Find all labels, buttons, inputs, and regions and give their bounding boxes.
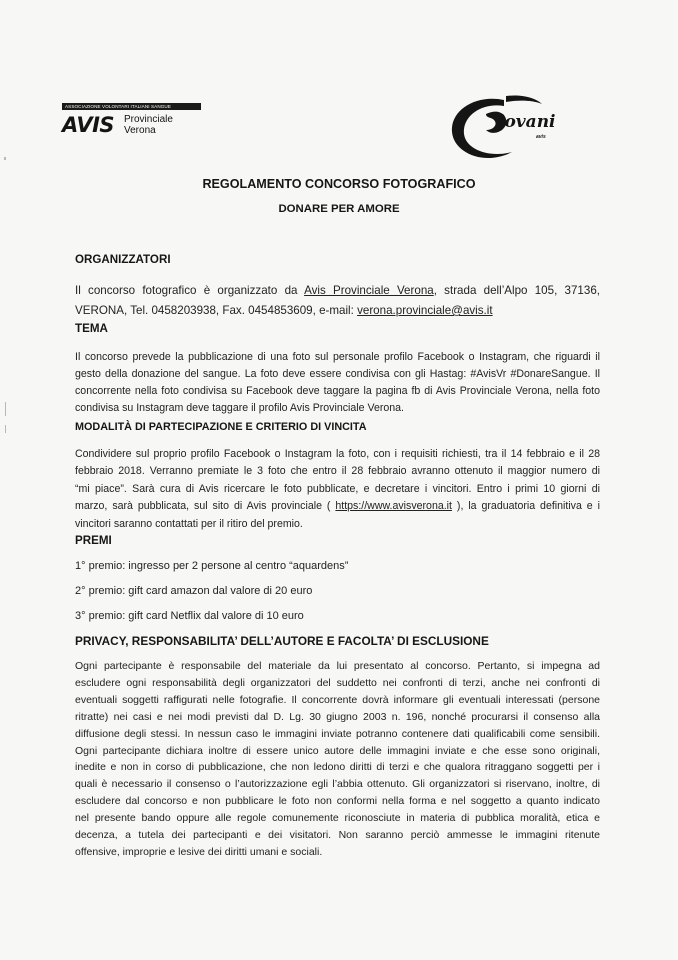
tema-line-2: gesto della donazione del sangue. La foto deve essere condivisa con gli Hastag: #AvisVr #DonareSangue. Il — [75, 368, 600, 380]
email-link[interactable]: verona.provinciale@avis.it — [357, 304, 493, 317]
modalita-line-2: febbraio 2018. Verranno premiate le 3 foto che entro il 28 febbraio avranno ottenuto il maggior numero di — [75, 465, 600, 478]
privacy-line: offensive, improprie e lesive dei diritti umani e sociali. — [75, 845, 323, 858]
heading-modalita: MODALITÀ DI PARTECIPAZIONE E CRITERIO DI VINCITA — [75, 421, 367, 433]
tema-line-4: condivisa su Instagram deve taggare il profilo Avis Provinciale Verona. — [75, 402, 404, 414]
privacy-line: diffusione degli stessi. In nessun caso le immagini inviate potranno contenere dati qualificabili come sensibili. — [75, 727, 600, 740]
modalita-line-4-tail: ), la graduatoria definitiva e i — [451, 500, 600, 513]
document-subtitle: DONARE PER AMORE — [278, 203, 400, 215]
privacy-line: eventuali soggetti raffigurati nelle fotografie. Il concorrente dovrà informare gli eventuali interessati (persone — [75, 693, 600, 706]
giovani-logo-small: avis — [536, 134, 546, 140]
privacy-line: Ogni partecipante è responsabile del materiale da lui presentato al concorso. Pertanto, si impegna ad — [75, 660, 600, 672]
avis-logo-subtitle — [124, 115, 173, 136]
heading-premi: PREMI — [75, 534, 112, 547]
scan-speck — [5, 425, 6, 433]
privacy-line: Ogni partecipante dichiara inoltre di essere unico autore delle immagini inviate e che esse sono originali, — [75, 744, 600, 757]
privacy-line: escludere ogni responsabilità degli organizzatori del suddetto nei confronti di terzi, anche nei confronti di — [75, 676, 600, 689]
avis-association-bar: ASSOCIAZIONE VOLONTARI ITALIANI SANGUE — [62, 103, 201, 110]
giovani-logo-text: iovani — [498, 112, 556, 132]
modalita-line-4 — [75, 498, 600, 515]
scan-speck — [4, 157, 6, 160]
privacy-paragraph — [75, 658, 600, 861]
privacy-line: quali è necessario il consenso o l’autorizzazione egli l’abbia ottenuto. Gli organizzatori si riservano, inoltre, di — [75, 778, 600, 791]
scan-speck — [5, 402, 6, 416]
heading-privacy: PRIVACY, RESPONSABILITA’ DELL’AUTORE E FACOLTA’ DI ESCLUSIONE — [75, 634, 489, 648]
avisverona-website-link[interactable]: https://www.avisverona.it — [335, 500, 452, 513]
modalita-line-4-text: marzo, sarà pubblicata, sul sito di Avis provinciale ( — [75, 500, 336, 513]
tema-paragraph — [75, 349, 600, 417]
privacy-line: escludere dal concorso e non pubblicare le foto non conformi nella forma e nel soggetto a quanto indicato — [75, 795, 600, 808]
document-title: REGOLAMENTO CONCORSO FOTOGRAFICO — [202, 177, 476, 191]
premio-item-3: 3° premio: gift card Netflix dal valore di 10 euro — [75, 610, 304, 622]
avis-provinciale-label: Provinciale — [124, 114, 173, 125]
privacy-line: decenza, a tutela dei partecipanti e dei visitatori. Non saranno perciò ammesse le immagini ritenute — [75, 829, 600, 842]
avis-logo — [62, 103, 202, 143]
tema-line-3: concorrente nella foto condivisa su Facebook deve taggare la pagina fb di Avis Provinciale Verona, nella foto — [75, 385, 600, 397]
privacy-line: nel presente bando oppure alle regole comunemente riconosciute in materia di pubblica moralità, etica e — [75, 812, 600, 825]
modalita-line-3: “mi piace”. Sarà cura di Avis ricercare le foto pubblicate, e decretare i vincitori. Entro i primi 10 giorni di — [75, 482, 600, 495]
organizzatori-text: Il concorso fotografico è organizzato da — [75, 284, 305, 297]
organizzatori-line-2 — [75, 301, 600, 321]
organizzatori-line-1 — [75, 281, 600, 301]
modalita-line-5: vincitori saranno contattati per il ritiro del premio. — [75, 517, 303, 530]
heading-organizzatori: ORGANIZZATORI — [75, 253, 171, 266]
tema-line-1: Il concorso prevede la pubblicazione di una foto sul personale profilo Facebook o Instagram, che riguardi il — [75, 351, 600, 363]
organizzatori-paragraph — [75, 281, 600, 321]
premio-item-1: 1° premio: ingresso per 2 persone al centro “aquardens” — [75, 560, 349, 572]
giovani-logo — [446, 92, 582, 168]
avis-provinciale-link[interactable]: Avis Provinciale Verona — [304, 284, 434, 297]
organizzatori-address: , strada dell’Alpo 105, 37136, — [433, 284, 600, 297]
modalita-line-1: Condividere sul proprio profilo Facebook o Instagram la foto, con i requisiti richiesti, tra il 14 febbraio e il 28 — [75, 448, 600, 460]
privacy-line: inedite e non in corso di pubblicazione, che non ledono diritti di terzi e che qualora ritraggano soggetti per i — [75, 761, 600, 774]
heading-tema: TEMA — [75, 322, 108, 335]
organizzatori-contacts: VERONA, Tel. 0458203938, Fax. 0454853609, e-mail: — [75, 304, 358, 317]
modalita-paragraph — [75, 446, 600, 533]
privacy-line: ritratte) nei casi e nei modi previsti dal D. Lg. 30 giugno 2003 n. 196, nonché procurarsi il consenso alla — [75, 710, 600, 723]
avis-city-label: Verona — [124, 124, 156, 136]
premio-item-2: 2° premio: gift card amazon dal valore di 20 euro — [75, 585, 313, 597]
avis-logo-wordmark: AVIS — [62, 113, 115, 137]
